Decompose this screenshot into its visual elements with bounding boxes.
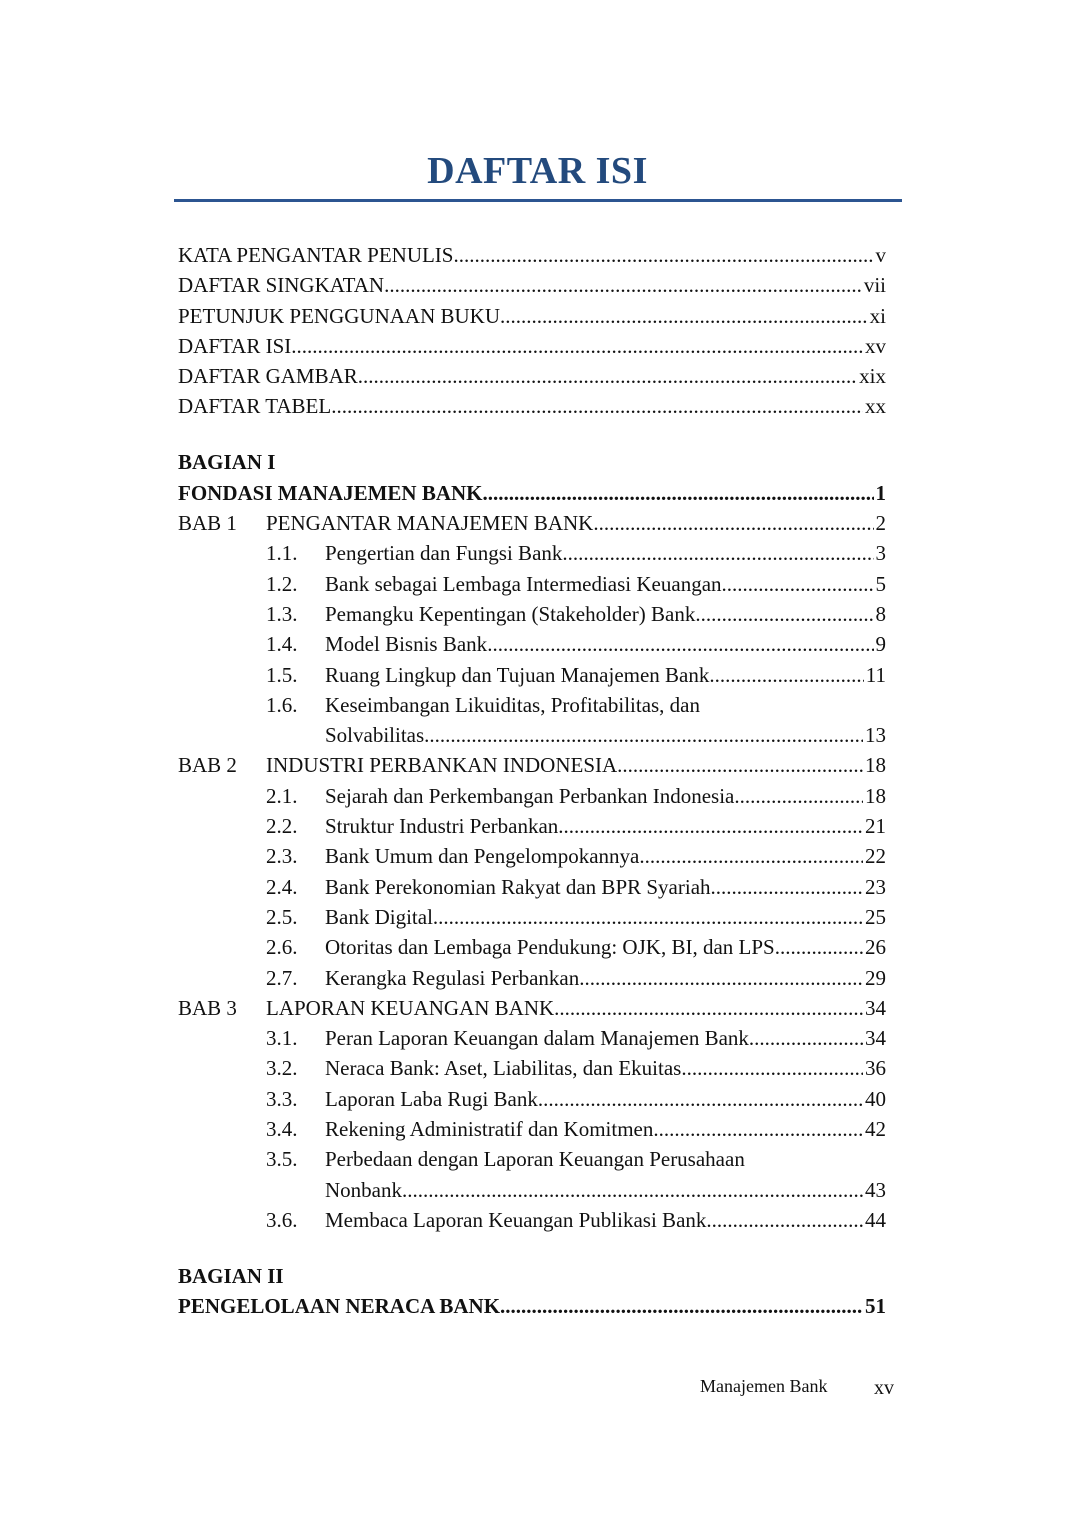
toc-entry-3-5-continued[interactable] <box>178 1175 886 1205</box>
dot-leader <box>538 1084 863 1114</box>
toc-entry-text: LAPORAN KEUANGAN BANK <box>266 995 555 1020</box>
table-of-contents <box>178 240 886 1321</box>
toc-entry-text: Bank Perekonomian Rakyat dan BPR Syariah <box>325 874 711 899</box>
dot-leader <box>384 270 862 300</box>
toc-entry-text: Perbedaan dengan Laporan Keuangan Perusahaan <box>325 1147 745 1172</box>
dot-leader <box>358 361 857 391</box>
toc-entry-text: PENGANTAR MANAJEMEN BANK <box>266 511 594 536</box>
toc-page-number: 13 <box>865 723 886 748</box>
chapter-number: BAB 3 <box>178 995 237 1020</box>
footer-page-number: xv <box>874 1377 894 1399</box>
section-number: 1.6. <box>266 692 298 717</box>
toc-page-number: 1 <box>875 480 886 505</box>
toc-page-number: 44 <box>865 1207 886 1232</box>
toc-page-number: xv <box>865 333 886 358</box>
toc-entry-text: Ruang Lingkup dan Tujuan Manajemen Bank <box>325 662 710 687</box>
toc-entry-1-1[interactable] <box>178 538 886 568</box>
toc-entry-3-4[interactable] <box>178 1114 886 1144</box>
section-gap <box>178 1235 886 1261</box>
toc-entry-text: Bank Digital <box>325 904 433 929</box>
toc-entry-text: DAFTAR GAMBAR <box>178 364 358 389</box>
toc-entry-3-2[interactable] <box>178 1053 886 1083</box>
toc-entry-bab-1[interactable] <box>178 508 886 538</box>
toc-entry-1-3[interactable] <box>178 599 886 629</box>
toc-entry-1-4[interactable] <box>178 629 886 659</box>
toc-page-number: 2 <box>875 511 886 536</box>
toc-page-number: vii <box>863 273 886 298</box>
dot-leader <box>706 1205 863 1235</box>
toc-page-number: 43 <box>865 1177 886 1202</box>
toc-page-number: xi <box>869 303 886 328</box>
toc-entry-text: FONDASI MANAJEMEN BANK <box>178 480 483 505</box>
toc-entry-part-1[interactable] <box>178 478 886 508</box>
dot-leader <box>709 660 863 690</box>
section-number: 2.3. <box>266 844 298 869</box>
part-label <box>178 447 886 477</box>
part-label <box>178 1261 886 1291</box>
toc-entry-text: Neraca Bank: Aset, Liabilitas, dan Ekuitas <box>325 1056 682 1081</box>
dot-leader <box>749 1023 863 1053</box>
toc-entry-kata-pengantar[interactable] <box>178 240 886 270</box>
section-number: 2.2. <box>266 814 298 839</box>
dot-leader <box>487 629 873 659</box>
toc-entry-daftar-isi[interactable] <box>178 331 886 361</box>
toc-page-number: 42 <box>865 1117 886 1141</box>
toc-page-number: 34 <box>865 1026 886 1051</box>
toc-entry-text: Nonbank <box>325 1177 402 1202</box>
section-number: 3.3. <box>266 1086 298 1111</box>
toc-page-number: 21 <box>865 814 886 839</box>
toc-page-number: 25 <box>865 904 886 929</box>
toc-entry-text: INDUSTRI PERBANKAN INDONESIA <box>266 753 618 778</box>
toc-page-number: 34 <box>865 995 886 1020</box>
toc-entry-text: Sejarah dan Perkembangan Perbankan Indonesia <box>325 783 735 808</box>
section-gap <box>178 422 886 448</box>
dot-leader <box>593 508 873 538</box>
toc-entry-text: Rekening Administratif dan Komitmen <box>325 1117 654 1141</box>
toc-entry-text: Bank Umum dan Pengelompokannya <box>325 844 640 869</box>
toc-entry-text: DAFTAR ISI <box>178 333 292 358</box>
toc-entry-text: Struktur Industri Perbankan <box>325 814 559 839</box>
toc-page-number: 36 <box>865 1056 886 1081</box>
section-number: 2.6. <box>266 935 298 960</box>
toc-entry-daftar-gambar[interactable] <box>178 361 886 391</box>
dot-leader <box>579 963 863 993</box>
toc-entry-2-6[interactable] <box>178 932 886 962</box>
part-label-text: BAGIAN I <box>178 450 276 475</box>
dot-leader <box>722 569 874 599</box>
toc-entry-text: Pemangku Kepentingan (Stakeholder) Bank <box>325 601 696 626</box>
toc-page-number: 18 <box>865 783 886 808</box>
title-underline <box>174 199 902 202</box>
section-number: 1.4. <box>266 632 298 657</box>
dot-leader <box>402 1175 863 1205</box>
toc-entry-daftar-singkatan[interactable] <box>178 270 886 300</box>
chapter-number: BAB 2 <box>178 753 237 778</box>
dot-leader <box>562 538 873 568</box>
toc-page-number: 11 <box>865 662 886 687</box>
part-label-text: BAGIAN II <box>178 1263 284 1288</box>
dot-leader <box>500 301 868 331</box>
dot-leader <box>483 478 874 508</box>
dot-leader <box>500 1291 863 1321</box>
dot-leader <box>617 750 863 780</box>
toc-entry-text: Peran Laporan Keuangan dalam Manajemen Bank <box>325 1026 749 1051</box>
toc-entry-3-5[interactable] <box>178 1144 886 1174</box>
toc-entry-text: Membaca Laporan Keuangan Publikasi Bank <box>325 1207 707 1232</box>
toc-page-number: 51 <box>865 1294 886 1319</box>
toc-page-number: 8 <box>875 601 886 626</box>
dot-leader <box>331 391 863 421</box>
toc-entry-text: Model Bisnis Bank <box>325 632 488 657</box>
dot-leader <box>433 902 863 932</box>
toc-entry-text: KATA PENGANTAR PENULIS <box>178 243 454 267</box>
toc-entry-part-2[interactable] <box>178 1291 886 1321</box>
section-number: 1.3. <box>266 601 298 626</box>
dot-leader <box>711 872 863 902</box>
dot-leader <box>554 993 863 1023</box>
toc-entry-petunjuk[interactable] <box>178 301 886 331</box>
dot-leader <box>453 240 873 270</box>
chapter-number: BAB 1 <box>178 511 237 536</box>
section-number: 3.2. <box>266 1056 298 1081</box>
toc-page-number: 3 <box>875 541 886 566</box>
toc-entry-2-2[interactable] <box>178 811 886 841</box>
dot-leader <box>558 811 863 841</box>
toc-page-number: 23 <box>865 874 886 899</box>
dot-leader <box>695 599 873 629</box>
toc-entry-text: PETUNJUK PENGGUNAAN BUKU <box>178 303 501 328</box>
section-number: 3.5. <box>266 1147 298 1172</box>
toc-page-number: 9 <box>875 632 886 657</box>
toc-entry-3-3[interactable] <box>178 1084 886 1114</box>
toc-entry-3-1[interactable] <box>178 1023 886 1053</box>
toc-entry-daftar-tabel[interactable] <box>178 391 886 421</box>
toc-entry-2-1[interactable] <box>178 781 886 811</box>
toc-entry-bab-2[interactable] <box>178 750 886 780</box>
toc-entry-text: DAFTAR TABEL <box>178 394 332 419</box>
footer-book-title: Manajemen Bank <box>700 1376 828 1396</box>
toc-entry-text: Pengertian dan Fungsi Bank <box>325 541 563 566</box>
toc-page-number: 18 <box>865 753 886 778</box>
dot-leader <box>291 331 863 361</box>
toc-entry-2-3[interactable] <box>178 841 886 871</box>
section-number: 1.5. <box>266 662 298 687</box>
toc-entry-1-6-continued[interactable] <box>178 720 886 750</box>
toc-entry-1-2[interactable] <box>178 569 886 599</box>
toc-page-number: 22 <box>865 844 886 869</box>
toc-page-number: 26 <box>865 935 886 960</box>
toc-entry-text: Kerangka Regulasi Perbankan <box>325 965 580 990</box>
dot-leader <box>639 841 863 871</box>
page-title: DAFTAR ISI <box>427 150 648 192</box>
toc-entry-bab-3[interactable] <box>178 993 886 1023</box>
toc-entry-2-4[interactable] <box>178 872 886 902</box>
dot-leader <box>734 781 863 811</box>
toc-entry-2-7[interactable] <box>178 963 886 993</box>
toc-entry-2-5[interactable] <box>178 902 886 932</box>
toc-entry-text: Keseimbangan Likuiditas, Profitabilitas, dan <box>325 692 701 717</box>
toc-entry-text: PENGELOLAAN NERACA BANK <box>178 1294 501 1319</box>
section-number: 2.7. <box>266 965 298 990</box>
dot-leader <box>424 720 863 750</box>
section-number: 1.1. <box>266 541 298 566</box>
toc-page-number: v <box>875 243 886 267</box>
dot-leader <box>775 932 863 962</box>
toc-entry-text: Otoritas dan Lembaga Pendukung: OJK, BI, dan LPS <box>325 935 775 960</box>
dot-leader <box>653 1114 863 1144</box>
toc-entry-text: Laporan Laba Rugi Bank <box>325 1086 538 1111</box>
toc-entry-1-5[interactable] <box>178 660 886 690</box>
section-number: 2.5. <box>266 904 298 929</box>
section-number: 2.1. <box>266 783 298 808</box>
toc-entry-text: Solvabilitas <box>325 723 425 748</box>
toc-page-number: xx <box>865 394 886 419</box>
toc-page-number: xix <box>859 364 886 389</box>
toc-page-number: 40 <box>865 1086 886 1111</box>
section-number: 2.4. <box>266 874 298 899</box>
toc-entry-3-6[interactable] <box>178 1205 886 1235</box>
section-number: 1.2. <box>266 571 298 596</box>
toc-page-number: 29 <box>865 965 886 990</box>
toc-entry-1-6[interactable] <box>178 690 886 720</box>
dot-leader <box>681 1053 863 1083</box>
section-number: 3.6. <box>266 1207 298 1232</box>
toc-entry-text: Bank sebagai Lembaga Intermediasi Keuangan <box>325 571 722 596</box>
section-number: 3.1. <box>266 1026 298 1051</box>
toc-entry-text: DAFTAR SINGKATAN <box>178 273 385 298</box>
toc-page-number: 5 <box>875 571 886 596</box>
section-number: 3.4. <box>266 1117 298 1141</box>
